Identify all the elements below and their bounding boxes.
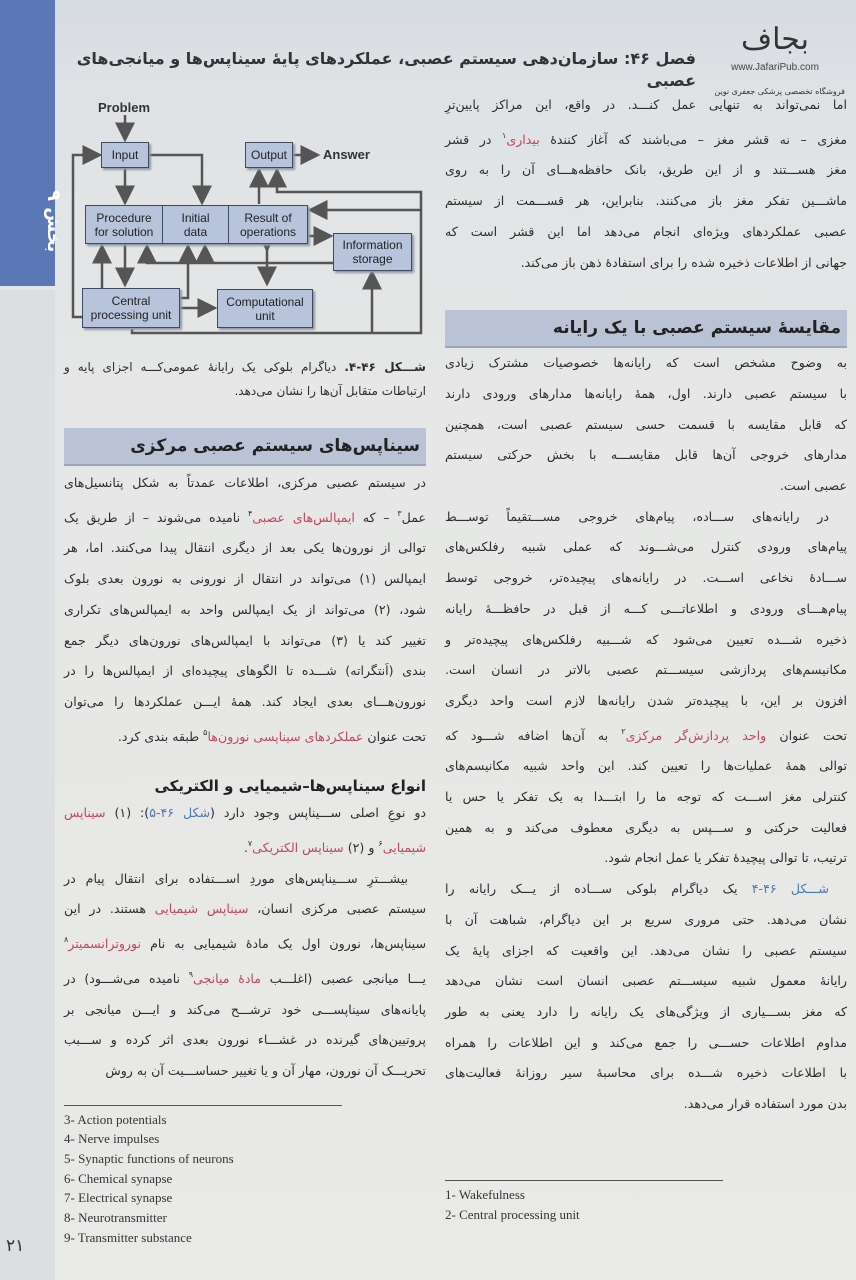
text-line: [64, 798, 426, 829]
footnotes-left: [64, 1110, 426, 1248]
text-run: اما نمی‌تواند به تنهایی عمل کنـــد. در واقع، این مراکز پایین‌ترِ: [445, 97, 847, 112]
text-line: [445, 121, 847, 156]
text-line: [445, 1058, 847, 1089]
label-answer: Answer: [323, 147, 370, 162]
text-line: [64, 960, 426, 995]
text-line: [64, 626, 426, 657]
text-run: بیشـــترِ ســـیناپس‌های موردِ اســـتفاده برای انتقال پیام در: [64, 870, 408, 886]
text-line: [64, 379, 426, 403]
text-line: [445, 471, 847, 502]
footnote: 2- Central processing unit: [445, 1206, 580, 1222]
text-line: [445, 966, 847, 997]
text-run: مغزی – نه قشر مغز – می‌باشند که آغاز کنندهٔ: [539, 131, 847, 147]
footnotes-right: [445, 1185, 847, 1224]
footnote-marker: ۶: [378, 839, 383, 849]
key-term: نوروترانسمیتر: [68, 936, 141, 952]
text-line: [445, 874, 847, 905]
text-run: عصبی است.: [779, 478, 847, 494]
text-line: [445, 248, 847, 279]
arrow-cpu-initial: [180, 246, 188, 298]
footnote-divider: [64, 1105, 342, 1106]
text-run: یـــا میانجی عصبی (اغلـــب: [261, 970, 427, 986]
text-run: – که: [354, 509, 398, 525]
text-run: توالی همهٔ عملیات‌ها را تعیین کند. این واحد شبیه مکانیسم‌های: [445, 758, 847, 774]
paragraph: [445, 874, 847, 1120]
text-line: [64, 499, 426, 534]
label-problem: Problem: [98, 100, 151, 115]
logo-url: www.JafariPub.com: [731, 62, 819, 73]
text-run: ایمپالس (۱) می‌تواند در انتقال از نورونی به نورون بعدی بلوک: [64, 571, 426, 587]
text-run: طبقه بندی کرد.: [117, 728, 204, 744]
footnote: 9- Transmitter substance: [64, 1229, 192, 1245]
text-line: [445, 843, 847, 874]
text-line: [64, 468, 426, 499]
text-run: کنترلی مغز اســـت که توجه ما را ابتـــدا به یک تفکر یا حس یا: [445, 789, 847, 805]
text-line: [445, 813, 847, 844]
text-line: [445, 686, 847, 717]
text-line: [445, 410, 847, 441]
margin-strip: [0, 290, 55, 1280]
text-run: پایانه‌های سیناپســـی خود ترشـــح می‌کند و ایـــن میانجی بر: [64, 1001, 426, 1017]
shop-watermark: فروشگاه تخصصی پزشکی جعفری نوین: [714, 87, 845, 96]
text-run: سیستم عصبی را نشان می‌دهد. این واقعیت که اجزای پایهٔ یک: [445, 942, 847, 958]
paragraph: [64, 468, 426, 752]
arrow-input-initial: [149, 155, 202, 203]
footnote-marker: ۴: [247, 508, 253, 518]
figure-reference[interactable]: شکل ۴۶-۵: [149, 805, 211, 821]
text-run: افزون بر این، با پیچیده‌تر شدن رایانه‌ها لازم است واحد دیگری: [445, 692, 847, 708]
text-line: [445, 594, 847, 625]
text-line: [445, 655, 847, 686]
text-run: پیام‌هـــای ورودی و اطلاعاتـــی کـــه از قبل در حافظـــهٔ رایانه: [445, 600, 847, 616]
key-term: سیناپس الکتریکی: [252, 840, 344, 856]
box-information-storage: Information storage: [333, 233, 412, 271]
text-line: [445, 782, 847, 813]
text-run: مداوم اطلاعات حســـی را جمع می‌کند و این اطلاعات را همراه: [445, 1034, 847, 1050]
box-output: Output: [245, 142, 293, 168]
text-line: [64, 564, 426, 595]
text-line: [64, 533, 426, 564]
section-heading-cns-synapses: سیناپس‌های سیستم عصبی مرکزی: [64, 428, 426, 466]
text-line: [445, 532, 847, 563]
text-line: [445, 997, 847, 1028]
text-run: و (۲): [343, 840, 379, 856]
footnote-marker: ۸: [64, 935, 69, 945]
paragraph: [445, 90, 847, 278]
text-run: تحت عنوان: [363, 728, 426, 744]
text-line: [64, 1056, 426, 1087]
key-term: ایمپالس‌های عصبی: [252, 509, 355, 525]
text-line: [445, 186, 847, 217]
text-line: [64, 829, 426, 864]
text-line: [64, 1025, 426, 1056]
text-line: [445, 502, 847, 533]
computer-block-diagram: [60, 95, 430, 340]
text-line: [445, 90, 847, 121]
text-line: [445, 217, 847, 248]
text-run: پیام‌های ورودی کنترل می‌شـــوند که عملی شبیه رفلکس‌های: [445, 539, 847, 555]
text-line: [64, 864, 426, 895]
text-run: در رایانه‌های ســـاده، پیام‌های خروجی مســـتقیماً توســـط: [445, 508, 829, 524]
text-line: [445, 905, 847, 936]
text-run: که قابل مقایسه با قسمت حسی سیستم عصبی است، همچنین: [445, 416, 847, 432]
text-run: مدارهای خروجی آن‌ها قابل مقایســـه با بخش حرکتی سیستم: [445, 447, 847, 463]
text-run: به وضوح مشخص است که رایانه‌ها خصوصیات مشترک زیادی: [445, 355, 847, 371]
text-run: تحریـــک آن نورون، مهار آن و یا تغییر حساســـیت آن به روش: [105, 1062, 426, 1078]
text-line: [445, 936, 847, 967]
text-line: [64, 995, 426, 1026]
text-run: بندی (اَنتگراته) شـــده تا الگوهای پیچیده‌ای از ایمپالس‌ها را در: [64, 663, 426, 679]
text-line: [445, 155, 847, 186]
text-run: نشان می‌دهد. حتی مروری سریع بر این دیاگرام، شباهت آن با: [445, 911, 847, 927]
text-run: به آن‌ها اضافه شـــود که: [445, 727, 622, 743]
text-line: [445, 717, 847, 752]
key-term: عملکردهای سیناپسی نورون‌ها: [207, 728, 364, 744]
text-run: مغز هســـتند و از این طریق، بانک حافظه‌هـــای آن را به روی: [445, 162, 847, 178]
text-run: نورون‌هـــای بعدی ایجاد کند. همهٔ ایـــن عملکردها را می‌توان: [64, 693, 426, 709]
text-run: که مغز بســـیاری از ویژگی‌های یک رایانه را دارد یعنی به طور: [445, 1003, 847, 1019]
footnote-divider: [445, 1180, 723, 1181]
text-run: ماشـــین تفکر مغز باز می‌کنند. بنابراین، هر قســـمت از سیستم: [445, 193, 847, 209]
box-initial-data: Initial data: [162, 205, 229, 244]
text-run: نامیده می‌شـــود) در: [64, 970, 189, 986]
subheading-synapse-types: انواع سیناپس‌ها–شیمیایی و الکتریکی: [154, 777, 426, 796]
key-term: سیناپس: [64, 805, 106, 821]
text-run: سیستم عصبی مرکزی انسان،: [248, 901, 426, 917]
text-run: سیناپس‌ها، نورون اول یک مادهٔ شیمیایی به نام: [141, 936, 426, 952]
paragraph: [445, 348, 847, 502]
key-term: سیناپس شیمیایی: [154, 901, 249, 917]
text-line: [64, 656, 426, 687]
box-procedure: Procedure for solution: [85, 205, 163, 244]
text-run: در قشر: [445, 131, 503, 147]
text-line: [445, 751, 847, 782]
chapter-title: فصل ۴۶: سازمان‌دهی سیستم عصبی، عملکردهای پایهٔ سیناپس‌ها و میانجی‌های عصبی: [76, 49, 696, 90]
text-run: توالی از نورون‌ها یکی بعد از دیگری انتقال پیدا می‌کنند. اما، هر: [64, 540, 426, 556]
text-run: تحت عنوان: [766, 727, 847, 743]
text-run: تغییر کند یا (۳) می‌تواند با ایمپالس‌های نورون‌های دیگر جمع: [64, 632, 426, 648]
paragraph: [445, 502, 847, 874]
text-run: شود، (۲) می‌تواند از یک ایمپالس واحد به ایمپالس‌های تکراری: [64, 601, 426, 617]
text-run: .: [243, 840, 248, 856]
text-run: رایانهٔ معمول شبیه سیســـتم عصبی انسان است نشان می‌دهد: [445, 973, 847, 989]
key-term: شیمیایی: [382, 840, 426, 856]
text-run: جهانی از اطلاعات ذخیره شده را برای استفادهٔ ذهن باز می‌کند.: [520, 254, 847, 270]
key-term: بیداری: [506, 131, 540, 147]
text-line: [445, 348, 847, 379]
text-line: [445, 625, 847, 656]
text-run: یک دیاگرام بلوکی ســـاده از یـــک رایانه را: [445, 881, 752, 897]
section-heading-computer-comparison: مقایسهٔ سیستم عصبی با یک رایانه: [445, 310, 847, 348]
key-term: واحد پردازش‌گر مرکزی: [625, 727, 767, 743]
text-line: [64, 595, 426, 626]
text-line: [445, 563, 847, 594]
text-run: عمل: [401, 509, 426, 525]
text-run: ): (۱): [105, 805, 150, 821]
box-input: Input: [101, 142, 149, 168]
footnote: 6- Chemical synapse: [64, 1170, 173, 1186]
text-run: دیاگرام بلوکی یک رایانهٔ عمومی‌کـــه اجزای پایه و: [64, 360, 345, 374]
footnote-marker: ۲: [621, 726, 626, 736]
text-run: دو نوعِ اصلی ســـیناپس وجود دارد (: [210, 805, 427, 821]
text-run: در سیستم عصبی مرکزی، اطلاعات عمدتاً به شکل پتانسیل‌های: [64, 475, 426, 490]
footnote: 8- Neurotransmitter: [64, 1210, 167, 1226]
text-line: [445, 440, 847, 471]
footnote-marker: ۹: [188, 969, 194, 979]
footnote-marker: ۷: [247, 839, 253, 849]
text-run: عصبی عملکردهای ویژه‌ای انجام می‌دهد اما این قشر است که: [445, 223, 847, 239]
text-run: بدن مورد استفاده قرار می‌دهد.: [683, 1096, 847, 1112]
left-column: [64, 355, 426, 1248]
publisher-logo: [720, 18, 830, 88]
right-column: [445, 90, 847, 1224]
text-line: [445, 1089, 847, 1120]
paragraph: [64, 864, 426, 1087]
text-run: هستند. در این: [64, 901, 155, 917]
footnote: 1- Wakefulness: [445, 1186, 525, 1202]
text-line: [64, 687, 426, 718]
text-run: ذخیره شـــده تعیین می‌شود که شـــبیه رفلکس‌های پیچیده‌تر و: [445, 631, 847, 647]
footnote-marker: ۳: [397, 508, 402, 518]
section-label: بخش ۹: [43, 190, 64, 253]
text-run: مکانیسم‌های پردازشی سیســـتم عصبی بالاتر در انسان است.: [445, 662, 847, 678]
text-line: [64, 718, 426, 753]
text-run: با اطلاعات ذخیره شـــده برای محاسبهٔ سیر روزانهٔ فعالیت‌های: [445, 1065, 847, 1081]
text-run: ســـادهٔ نخاعی اســـت. در رایانه‌های پیچیده‌تر، خروجی توسط: [445, 570, 847, 586]
footnote-marker: ۱: [502, 130, 507, 140]
logo-mark: بجاف: [741, 22, 809, 57]
figure-reference[interactable]: شـــکل ۴۶-۴: [751, 881, 829, 897]
text-run: ارتباطات متقابل آن‌ها را نشان می‌دهد.: [234, 384, 426, 398]
figure-caption: [64, 355, 426, 403]
text-line: [64, 925, 426, 960]
text-run: نامیده می‌شوند – از طریق یک: [64, 509, 248, 525]
text-run: با سیستم عصبی دارند. اول، همهٔ رایانه‌ها مدارهای ورودی دارند: [445, 385, 847, 401]
page-number: ۲۱: [6, 1236, 25, 1256]
footnote: 5- Synaptic functions of neurons: [64, 1151, 234, 1167]
text-line: [445, 1028, 847, 1059]
text-line: [64, 894, 426, 925]
text-run: پروتیین‌های گیرنده در غشـــاء نورون بعدی اثر کرده و ســـبب: [64, 1032, 426, 1048]
text-line: [445, 379, 847, 410]
text-line: [64, 355, 426, 379]
box-result: Result of operations: [228, 205, 308, 244]
caption-label: شـــکل ۴۶-۴.: [344, 360, 426, 374]
footnote: 7- Electrical synapse: [64, 1190, 173, 1206]
box-cpu: Central processing unit: [82, 288, 180, 328]
key-term: مادهٔ میانجی: [193, 970, 262, 986]
footnote: 3- Action potentials: [64, 1111, 167, 1127]
box-computational-unit: Computational unit: [217, 289, 313, 328]
footnote-marker: ۵: [203, 727, 208, 737]
arrow-storage-procedure: [147, 246, 333, 263]
text-run: ترتیب، تا توالی پیچیدهٔ تفکر یا عمل انجام شود.: [604, 850, 847, 866]
text-run: فعالیت حرکتی و ســـپس به دیگری معطوف می‌کند و به همین: [445, 819, 847, 835]
footnote: 4- Nerve impulses: [64, 1131, 160, 1147]
paragraph: [64, 798, 426, 863]
